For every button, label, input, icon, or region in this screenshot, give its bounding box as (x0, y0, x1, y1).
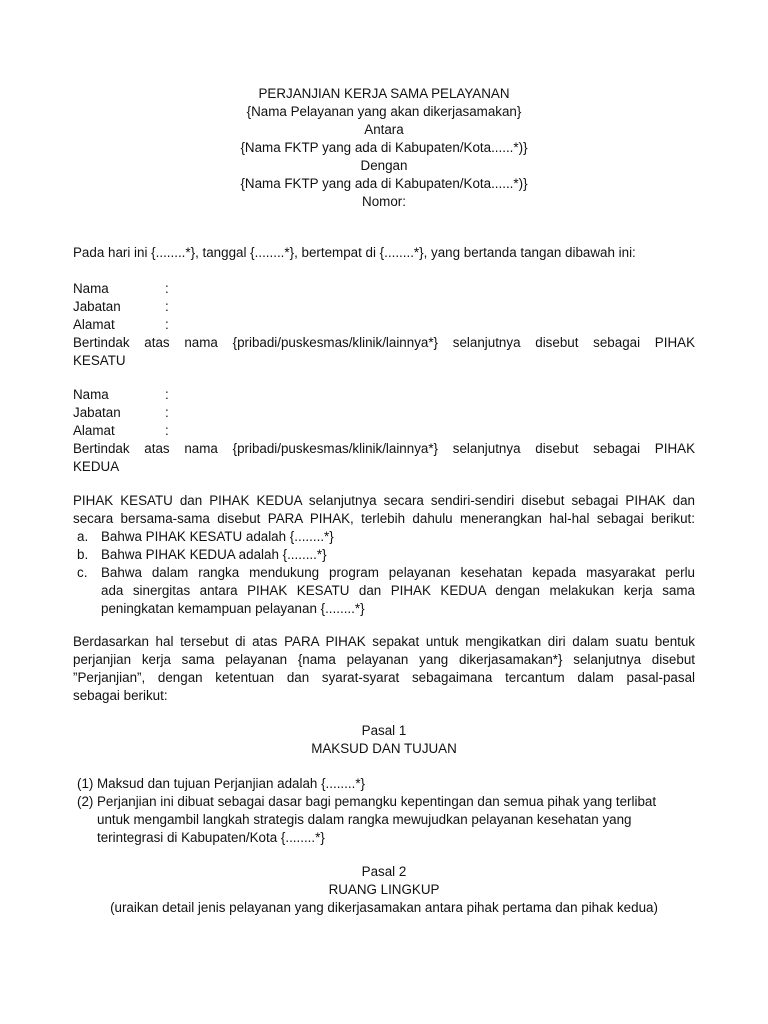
recital-line: PIHAK KESATU dan PIHAK KEDUA selanjutnya secara sendiri-sendiri disebut sebagai PIHAK dan (73, 493, 695, 508)
address-label: Alamat (73, 317, 115, 332)
list-item-text: Bahwa PIHAK KEDUA adalah {........*} (101, 547, 327, 562)
list-item (73, 793, 695, 847)
list-marker: c. (77, 565, 88, 580)
party-first-capacity-line-end: KESATU (73, 353, 126, 368)
party-second (73, 386, 695, 476)
party-second-position-row (73, 404, 695, 422)
agreement-line: perjanjian kerja sama pelayanan {nama pelayanan yang dikerjasamakan*} selanjutnya disebut (73, 652, 695, 667)
party-first (73, 280, 695, 370)
recital-line: secara bersama-sama disebut PARA PIHAK, terlebih dahulu menerangkan hal-hal sebagai berikut: (73, 511, 695, 526)
first-fktp-name: {Nama FKTP yang ada di Kabupaten/Kota......*)} (240, 140, 528, 155)
number-label: Nomor: (362, 194, 406, 209)
pasal2-note: (uraikan detail jenis pelayanan yang dikerjasamakan antara pihak pertama dan pihak kedua) (110, 900, 658, 915)
party-first-name-row (73, 280, 695, 298)
colon: : (165, 423, 169, 438)
list-item-text: Maksud dan tujuan Perjanjian adalah {........*} (97, 776, 365, 791)
list-item-text: peningkatan kemampuan pelayanan {........*} (101, 601, 365, 616)
pasal1-list (73, 775, 695, 847)
name-label: Nama (73, 281, 109, 296)
recital-list (73, 528, 695, 618)
colon: : (165, 299, 169, 314)
list-item (73, 564, 695, 618)
colon: : (165, 387, 169, 402)
recital-section (73, 492, 695, 618)
position-label: Jabatan (73, 299, 121, 314)
party-second-capacity-line-end: KEDUA (73, 459, 120, 474)
agreement-paragraph (73, 633, 695, 705)
pasal1-body (73, 775, 695, 847)
colon: : (165, 405, 169, 420)
second-fktp-name: {Nama FKTP yang ada di Kabupaten/Kota......*)} (240, 176, 528, 191)
party-second-capacity-line: Bertindak atas nama {pribadi/puskesmas/klinik/lainnya*} selanjutnya disebut sebagai PIHAK (73, 441, 695, 456)
list-marker: (2) (77, 794, 94, 809)
address-label: Alamat (73, 423, 115, 438)
list-marker: (1) (77, 776, 94, 791)
list-item-text: terintegrasi di Kabupaten/Kota {........*} (97, 830, 325, 845)
pasal1-number: Pasal 1 (361, 723, 407, 738)
party-first-address-row (73, 316, 695, 334)
agreement-line: ”Perjanjian”, dengan ketentuan dan syarat-syarat sebagaimana tercantum dalam pasal-pasal (73, 670, 695, 685)
colon: : (165, 317, 169, 332)
list-item-text: Bahwa PIHAK KESATU adalah {........*} (101, 529, 334, 544)
agreement-line: sebagai berikut: (73, 688, 168, 703)
with-label: Dengan (360, 158, 408, 173)
list-marker: b. (77, 547, 89, 562)
document-title: PERJANJIAN KERJA SAMA PELAYANAN (258, 86, 510, 101)
colon: : (165, 281, 169, 296)
name-label: Nama (73, 387, 109, 402)
list-item (73, 546, 695, 564)
opening-paragraph: Pada hari ini {........*}, tanggal {........*}, bertempat di {........*}, yang bertanda tangan dibawah ini: (73, 245, 636, 260)
party-second-address-row (73, 422, 695, 440)
list-item-text: Perjanjian ini dibuat sebagai dasar bagi pemangku kepentingan dan semua pihak yang terlibat (97, 794, 657, 809)
party-first-capacity-line: Bertindak atas nama {pribadi/puskesmas/klinik/lainnya*} selanjutnya disebut sebagai PIHAK (73, 335, 695, 350)
party-first-position-row (73, 298, 695, 316)
list-item-text: untuk mengambil langkah strategis dalam rangka mewujudkan pelayanan kesehatan yang (97, 812, 632, 827)
list-item (73, 528, 695, 546)
service-name: {Nama Pelayanan yang akan dikerjasamakan} (246, 104, 522, 119)
list-item-text: Bahwa dalam rangka mendukung program pelayanan kesehatan kepada masyarakat perlu (101, 565, 695, 580)
list-marker: a. (77, 529, 89, 544)
between-label: Antara (364, 122, 404, 137)
pasal2-number: Pasal 2 (361, 864, 407, 879)
pasal1-title: MAKSUD DAN TUJUAN (311, 741, 457, 756)
party-second-name-row (73, 386, 695, 404)
document-header (0, 85, 768, 211)
list-item (73, 775, 695, 793)
list-item-text: ada sinergitas antara PIHAK KESATU dan PIHAK KEDUA dengan melakukan kerja sama (101, 583, 695, 598)
pasal2-title: RUANG LINGKUP (328, 882, 440, 897)
position-label: Jabatan (73, 405, 121, 420)
agreement-line: Berdasarkan hal tersebut di atas PARA PIHAK sepakat untuk mengikatkan diri dalam suatu bentuk (73, 634, 695, 649)
